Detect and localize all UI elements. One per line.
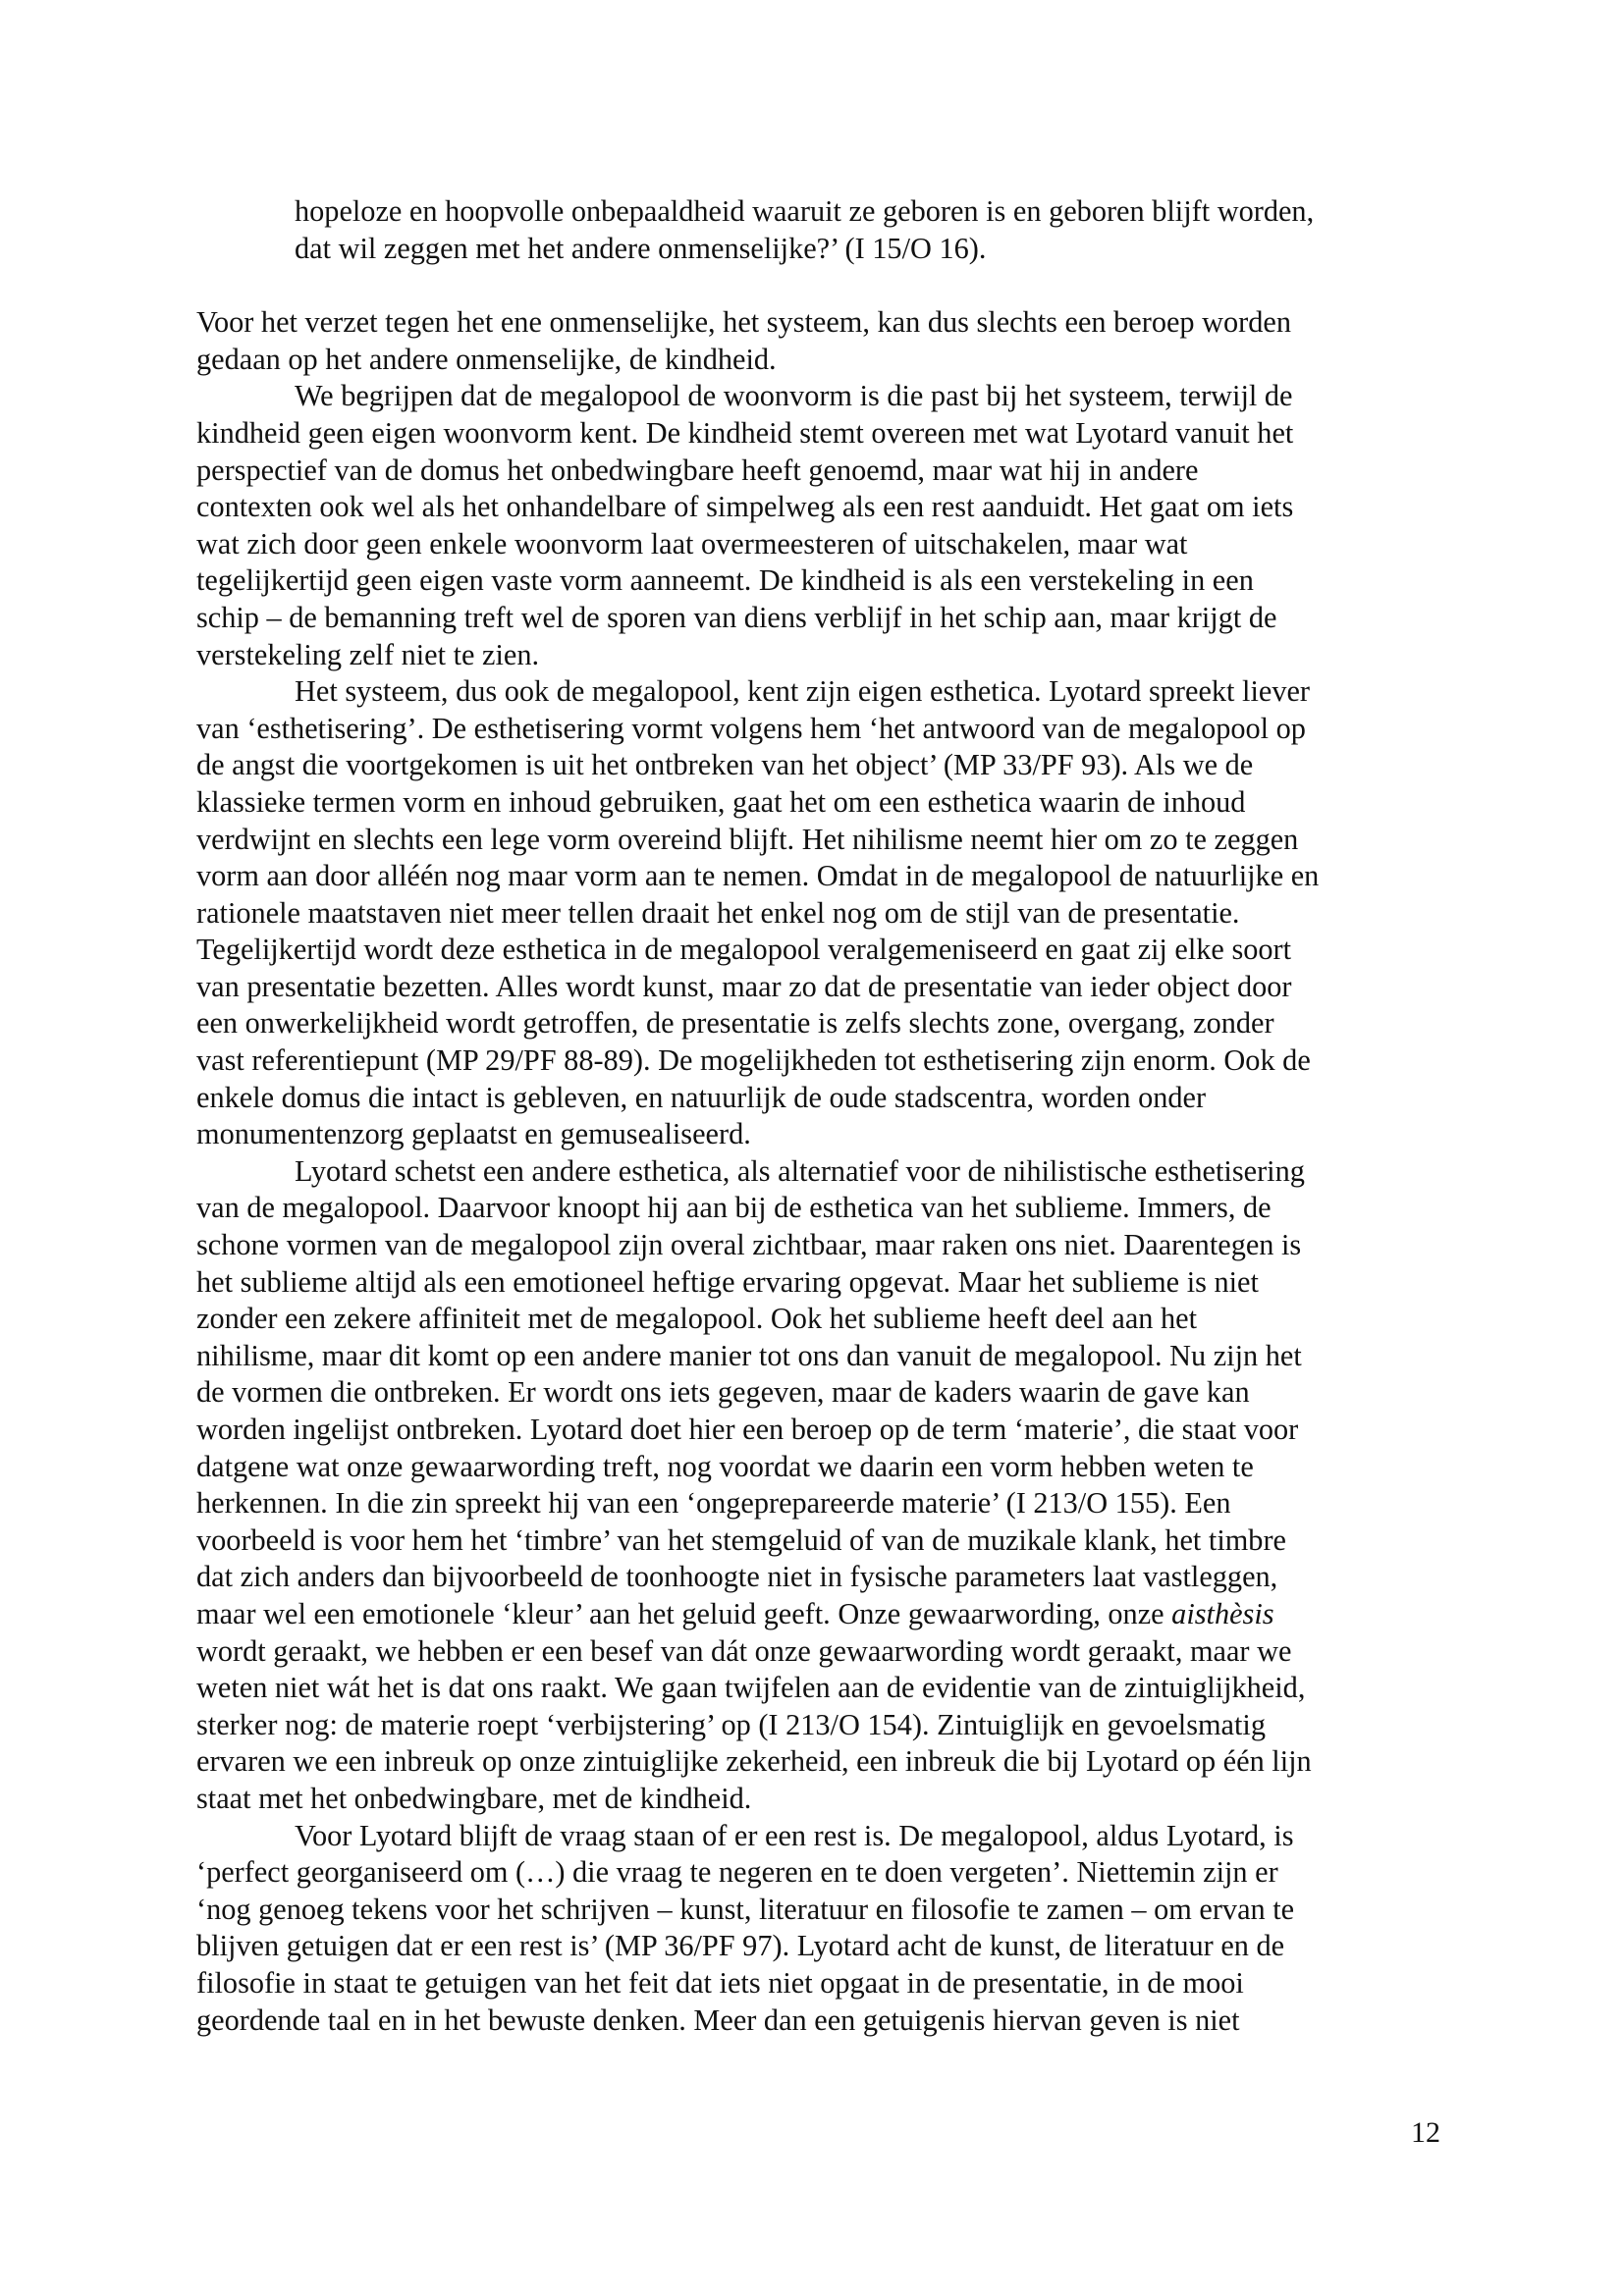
text-line: staat met het onbedwingbare, met de kindheid. [196,1781,752,1815]
text-line: verdwijnt en slechts een lege vorm overeind blijft. Het nihilisme neemt hier om zo te zeggen [196,822,1299,856]
text-line: dat zich anders dan bijvoorbeeld de toonhoogte niet in fysische parameters laat vastleggen, [196,1560,1278,1594]
document-page [196,193,1441,2039]
text-line: ervaren we een inbreuk op onze zintuiglijke zekerheid, een inbreuk die bij Lyotard op één lijn [196,1744,1312,1779]
text-line: Lyotard schetst een andere esthetica, als alternatief voor de nihilistische esthetisering [295,1153,1305,1188]
paragraph-2 [196,378,1441,673]
text-line: wordt geraakt, we hebben er een besef van dát onze gewaarwording wordt geraakt, maar we [196,1633,1292,1668]
text-line: filosofie in staat te getuigen van het feit dat iets niet opgaat in de presentatie, in de mooi [196,1965,1244,2000]
paragraph-5 [196,1818,1441,2040]
text-line: perspectief van de domus het onbedwingbare heeft genoemd, maar wat hij in andere [196,453,1199,487]
text-line: ‘nog genoeg tekens voor het schrijven – kunst, literatuur en filosofie te zamen – om ervan te [196,1892,1295,1926]
block-quote [196,193,1441,267]
text-line: tegelijkertijd geen eigen vaste vorm aanneemt. De kindheid is als een verstekeling in een [196,563,1254,598]
paragraph-1 [196,304,1441,378]
text-line: schone vormen van de megalopool zijn overal zichtbaar, maar raken ons niet. Daarentegen is [196,1228,1302,1262]
text-line: datgene wat onze gewaarwording treft, nog voordat we daarin een vorm hebben weten te [196,1449,1254,1483]
text-line: de vormen die ontbreken. Er wordt ons iets gegeven, maar de kaders waarin de gave kan [196,1375,1250,1410]
text-line: sterker nog: de materie roept ‘verbijstering’ op (I 213/O 154). Zintuiglijk en gevoelsmatig [196,1707,1266,1741]
text-line: ‘perfect georganiseerd om (…) die vraag te negeren en te doen vergeten’. Niettemin zijn er [196,1855,1278,1890]
text-line: van de megalopool. Daarvoor knoopt hij aan bij de esthetica van het sublieme. Immers, de [196,1191,1272,1225]
text-line: de angst die voortgekomen is uit het ontbreken van het object’ (MP 33/PF 93). Als we de [196,748,1254,782]
text-line: voorbeeld is voor hem het ‘timbre’ van het stemgeluid of van de muzikale klank, het timbre [196,1522,1286,1557]
text-line: Het systeem, dus ook de megalopool, kent zijn eigen esthetica. Lyotard spreekt liever [295,674,1310,709]
text-line: het sublieme altijd als een emotioneel heftige ervaring opgevat. Maar het sublieme is niet [196,1264,1259,1299]
italic-term: aisthèsis [1171,1596,1274,1630]
text-line: monumentenzorg geplaatst en gemusealiseerd. [196,1117,751,1151]
text-line: worden ingelijst ontbreken. Lyotard doet hier een beroep op de term ‘materie’, die staat voor [196,1413,1299,1446]
paragraph-spacer [196,267,1441,304]
text-line: herkennen. In die zin spreekt hij van een ‘ongeprepareerde materie’ (I 213/O 155). Een [196,1486,1231,1521]
text-line: enkele domus die intact is gebleven, en natuurlijk de oude stadscentra, worden onder [196,1080,1207,1114]
text-line: rationele maatstaven niet meer tellen draait het enkel nog om de stijl van de presentatie. [196,895,1240,930]
text-line: vast referentiepunt (MP 29/PF 88-89). De mogelijkheden tot esthetisering zijn enorm. Ook de [196,1043,1311,1078]
text-line: geordende taal en in het bewuste denken. Meer dan een getuigenis hiervan geven is niet [196,2002,1240,2037]
text-line: vorm aan door alléén nog maar vorm aan te nemen. Omdat in de megalopool de natuurlijke en [196,859,1320,893]
text-line: schip – de bemanning treft wel de sporen van diens verblijf in het schip aan, maar krijgt de [196,600,1277,634]
text-line: klassieke termen vorm en inhoud gebruiken, gaat het om een esthetica waarin de inhoud [196,784,1246,819]
text-line: nihilisme, maar dit komt op een andere manier tot ons dan vanuit de megalopool. Nu zijn het [196,1338,1302,1372]
text-line: contexten ook wel als het onhandelbare of simpelweg als een rest aanduidt. Het gaat om iets [196,490,1294,524]
paragraph-4 [196,1153,1441,1818]
quote-line: hopeloze en hoopvolle onbepaaldheid waaruit ze geboren is en geboren blijft worden, [295,194,1315,228]
text-line: wat zich door geen enkele woonvorm laat overmeesteren of uitschakelen, maar wat [196,526,1188,561]
text-line: Voor Lyotard blijft de vraag staan of er een rest is. De megalopool, aldus Lyotard, is [295,1818,1294,1852]
text-line: Tegelijkertijd wordt deze esthetica in de megalopool veralgemeniseerd en gaat zij elke soort [196,933,1292,967]
text-line: Voor het verzet tegen het ene onmenselijke, het systeem, kan dus slechts een beroep worden [196,305,1292,340]
text-line: van presentatie bezetten. Alles wordt kunst, maar zo dat de presentatie van ieder object door [196,969,1292,1003]
paragraph-3 [196,673,1441,1153]
text-line: een onwerkelijkheid wordt getroffen, de presentatie is zelfs slechts zone, overgang, zonder [196,1006,1274,1041]
text-line: van ‘esthetisering’. De esthetisering vormt volgens hem ‘het antwoord van de megalopool op [196,711,1306,745]
text-line: verstekeling zelf niet te zien. [196,637,540,671]
text-line: weten niet wát het is dat ons raakt. We gaan twijfelen aan de evidentie van de zintuiglijkheid, [196,1671,1306,1705]
text-line: gedaan op het andere onmenselijke, de kindheid. [196,342,777,376]
text-line-with-italic [196,1596,1441,1633]
text-line: zonder een zekere affiniteit met de megalopool. Ook het sublieme heeft deel aan het [196,1302,1197,1336]
page-number: 12 [1411,2116,1440,2149]
text-fragment: maar wel een emotionele ‘kleur’ aan het geluid geeft. Onze gewaarwording, onze [196,1596,1172,1630]
quote-line: dat wil zeggen met het andere onmenselijke?’ (I 15/O 16). [295,231,987,265]
text-line: We begrijpen dat de megalopool de woonvorm is die past bij het systeem, terwijl de [295,379,1293,413]
text-line: blijven getuigen dat er een rest is’ (MP 36/PF 97). Lyotard acht de kunst, de literatuur en de [196,1929,1285,1963]
text-line: kindheid geen eigen woonvorm kent. De kindheid stemt overeen met wat Lyotard vanuit het [196,415,1294,450]
